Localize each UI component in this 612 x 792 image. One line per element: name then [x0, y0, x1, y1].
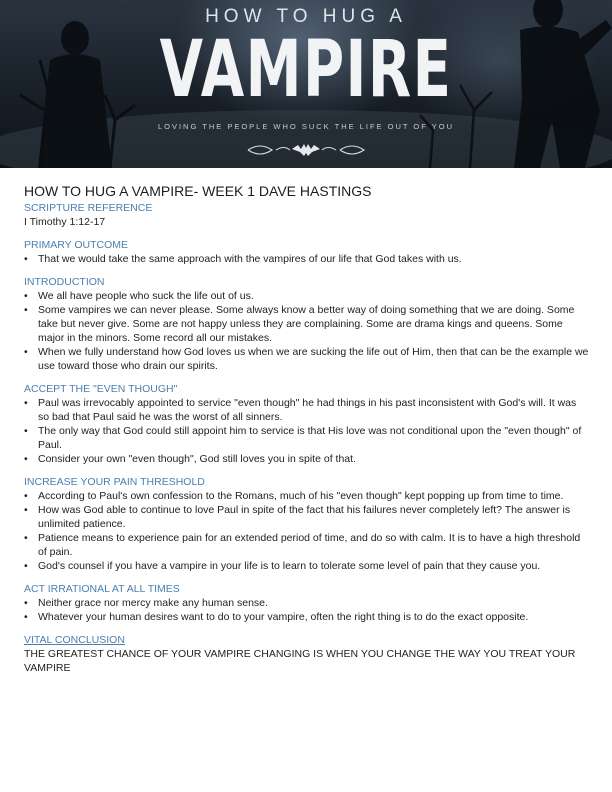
bullet-icon: •	[24, 560, 28, 572]
bullet-item	[24, 345, 590, 373]
bullet-text: Consider your own "even though", God still loves you in spite of that.	[38, 453, 356, 465]
section-heading: INTRODUCTION	[24, 276, 105, 288]
bullet-text: Whatever your human desires want to do to your vampire, often the right thing is to do the exact opposite.	[38, 611, 529, 623]
bullet-text: The only way that God could still appoint him to service is that His love was not conditional upon the "even though" of Paul.	[38, 425, 582, 451]
conclusion-text: THE GREATEST CHANCE OF YOUR VAMPIRE CHANGING IS WHEN YOU CHANGE THE WAY YOU TREAT YOUR VAMPIRE	[24, 648, 576, 674]
bullet-icon: •	[24, 290, 28, 302]
bullet-item	[24, 531, 590, 559]
document-title: HOW TO HUG A VAMPIRE- WEEK 1 DAVE HASTINGS	[24, 183, 372, 199]
bullet-text: We all have people who suck the life out of us.	[38, 290, 254, 302]
bullet-item	[24, 559, 590, 573]
bullet-text: Paul was irrevocably appointed to service "even though" he had things in his past inconsistent with God's will. It was so bad that Paul said he was the worst of all sinners.	[38, 397, 577, 423]
section-heading: ACT IRRATIONAL AT ALL TIMES	[24, 583, 180, 595]
bullet-icon: •	[24, 597, 28, 609]
bullet-icon: •	[24, 532, 28, 544]
bullet-icon: •	[24, 504, 28, 516]
bullet-list	[24, 252, 590, 266]
bullet-item	[24, 252, 590, 266]
bullet-icon: •	[24, 304, 28, 316]
bullet-item	[24, 596, 590, 610]
bullet-list	[24, 489, 590, 573]
section-irrational	[24, 583, 590, 624]
bullet-text: How was God able to continue to love Paul in spite of the fact that his failures never completely left? The answer is unlimited patience.	[38, 504, 571, 530]
section-scripture	[24, 202, 590, 229]
section-pain-threshold	[24, 476, 590, 573]
bullet-icon: •	[24, 611, 28, 623]
sermon-notes	[24, 183, 590, 685]
bullet-item	[24, 452, 590, 466]
bullet-icon: •	[24, 346, 28, 358]
bullet-item	[24, 489, 590, 503]
section-conclusion	[24, 634, 590, 675]
bullet-icon: •	[24, 425, 28, 437]
bullet-icon: •	[24, 490, 28, 502]
section-heading: ACCEPT THE "EVEN THOUGH"	[24, 383, 178, 395]
section-heading: VITAL CONCLUSION	[24, 634, 125, 646]
bullet-text: Some vampires we can never please. Some always know a better way of doing something that we are doing. Some take but never give. Some are not happy unless they are complaining. Some are drama kings and queens. Some major in the minors. Some record all our mistakes.	[38, 304, 575, 344]
section-primary-outcome	[24, 239, 590, 266]
bullet-text: That we would take the same approach with the vampires of our life that God takes with us.	[38, 253, 462, 265]
header-banner	[0, 0, 612, 168]
bullet-item	[24, 289, 590, 303]
bullet-text: According to Paul's own confession to the Romans, much of his "even though" kept popping up from time to time.	[38, 490, 564, 502]
section-even-though	[24, 383, 590, 466]
bullet-list	[24, 596, 590, 624]
bullet-icon: •	[24, 397, 28, 409]
bullet-list	[24, 396, 590, 466]
bullet-item	[24, 303, 590, 345]
bullet-icon: •	[24, 453, 28, 465]
bullet-text: Patience means to experience pain for an extended period of time, and do so with calm. It is to have a high threshold of pain.	[38, 532, 581, 558]
bullet-text: When we fully understand how God loves us when we are sucking the life out of Him, then that can be the example we use toward those who drain our spirits.	[38, 346, 589, 372]
section-heading: SCRIPTURE REFERENCE	[24, 202, 153, 214]
section-introduction	[24, 276, 590, 373]
bullet-item	[24, 396, 590, 424]
bullet-text: Neither grace nor mercy make any human sense.	[38, 597, 268, 609]
banner-title-large: VAMPIRE	[159, 25, 453, 115]
banner-subtitle: LOVING THE PEOPLE WHO SUCK THE LIFE OUT OF YOU	[157, 122, 455, 131]
section-heading: INCREASE YOUR PAIN THRESHOLD	[24, 476, 205, 488]
bullet-text: God's counsel if you have a vampire in your life is to learn to tolerate some level of pain that they cause you.	[38, 560, 541, 572]
banner-title-small: HOW TO HUG A	[205, 6, 407, 27]
bullet-icon: •	[24, 253, 28, 265]
bullet-item	[24, 424, 590, 452]
bullet-list	[24, 289, 590, 373]
bullet-item	[24, 503, 590, 531]
bullet-item	[24, 610, 590, 624]
bat-ornament-icon	[246, 140, 366, 160]
scripture-reference: I Timothy 1:12-17	[24, 216, 106, 228]
section-heading: PRIMARY OUTCOME	[24, 239, 129, 251]
